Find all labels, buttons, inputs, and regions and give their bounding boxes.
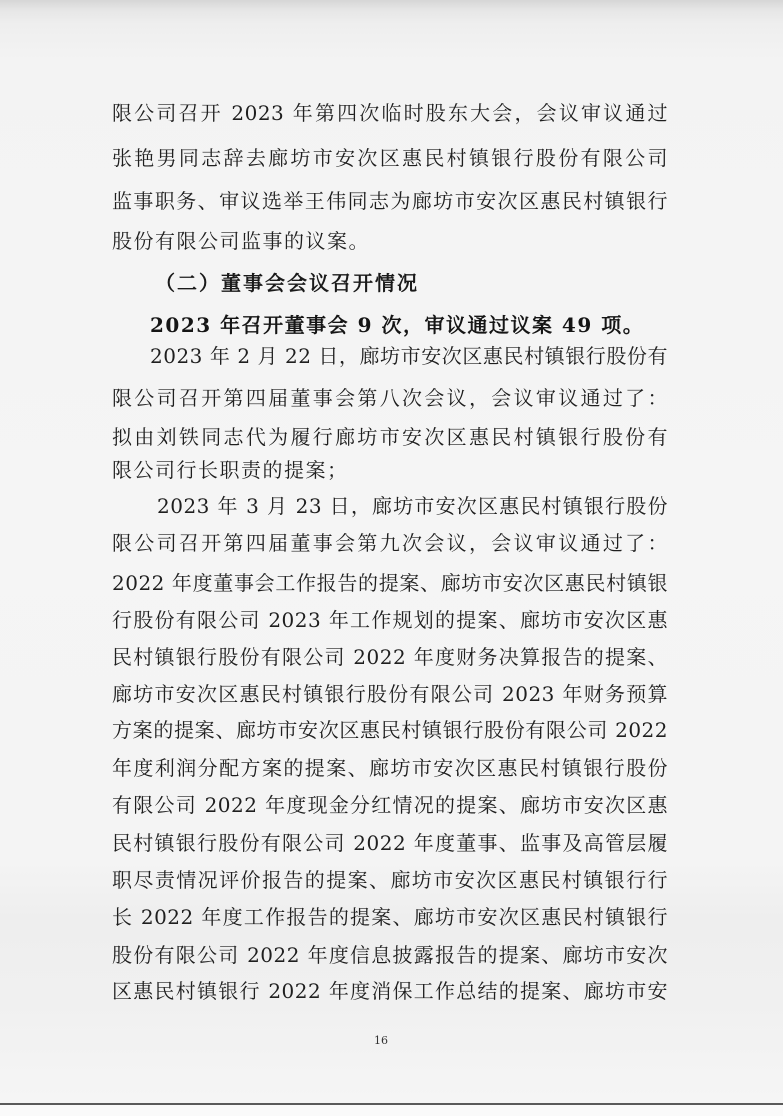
- text-line: 方案的提案、廊坊市安次区惠民村镇银行股份有限公司 2022: [112, 718, 668, 742]
- text-line: 张艳男同志辞去廊坊市安次区惠民村镇银行股份有限公司: [112, 146, 668, 170]
- page-number: 16: [374, 1034, 388, 1047]
- text-line: 廊坊市安次区惠民村镇银行股份有限公司 2023 年财务预算: [112, 682, 668, 706]
- text-line: 限公司召开第四届董事会第八次会议，会议审议通过了：: [112, 386, 668, 410]
- text-line: 监事职务、审议选举王伟同志为廊坊市安次区惠民村镇银行: [112, 189, 668, 213]
- text-line: 2023 年 3 月 23 日，廊坊市安次区惠民村镇银行股份: [157, 494, 668, 518]
- text-line: 限公司召开第四届董事会第九次会议，会议审议通过了：: [112, 531, 668, 555]
- scan-bottom-margin: [0, 1105, 783, 1116]
- text-line: 民村镇银行股份有限公司 2022 年度董事、监事及高管层履: [112, 831, 668, 855]
- text-line: 限公司行长职责的提案；: [112, 458, 349, 482]
- text-line: 股份有限公司监事的议案。: [112, 229, 370, 253]
- text-line: 民村镇银行股份有限公司 2022 年度财务决算报告的提案、: [112, 645, 668, 669]
- text-line: 长 2022 年度工作报告的提案、廊坊市安次区惠民村镇银行: [112, 905, 668, 929]
- text-line: 有限公司 2022 年度现金分红情况的提案、廊坊市安次区惠: [112, 793, 668, 817]
- text-line: 2022 年度董事会工作报告的提案、廊坊市安次区惠民村镇银: [112, 571, 668, 595]
- section-summary: 2023 年召开董事会 9 次，审议通过议案 49 项。: [150, 313, 645, 337]
- text-line: 拟由刘铁同志代为履行廊坊市安次区惠民村镇银行股份有: [112, 425, 668, 449]
- section-heading: （二）董事会会议召开情况: [155, 271, 419, 295]
- text-line: 股份有限公司 2022 年度信息披露报告的提案、廊坊市安次: [112, 943, 668, 967]
- text-line: 行股份有限公司 2023 年工作规划的提案、廊坊市安次区惠: [112, 608, 668, 632]
- text-line: 职尽责情况评价报告的提案、廊坊市安次区惠民村镇银行行: [112, 868, 668, 892]
- text-line: 区惠民村镇银行 2022 年度消保工作总结的提案、廊坊市安: [112, 979, 668, 1003]
- text-line: 2023 年 2 月 22 日，廊坊市安次区惠民村镇银行股份有: [150, 344, 668, 368]
- text-line: 限公司召开 2023 年第四次临时股东大会，会议审议通过: [112, 101, 668, 125]
- text-line: 年度利润分配方案的提案、廊坊市安次区惠民村镇银行股份: [112, 756, 668, 780]
